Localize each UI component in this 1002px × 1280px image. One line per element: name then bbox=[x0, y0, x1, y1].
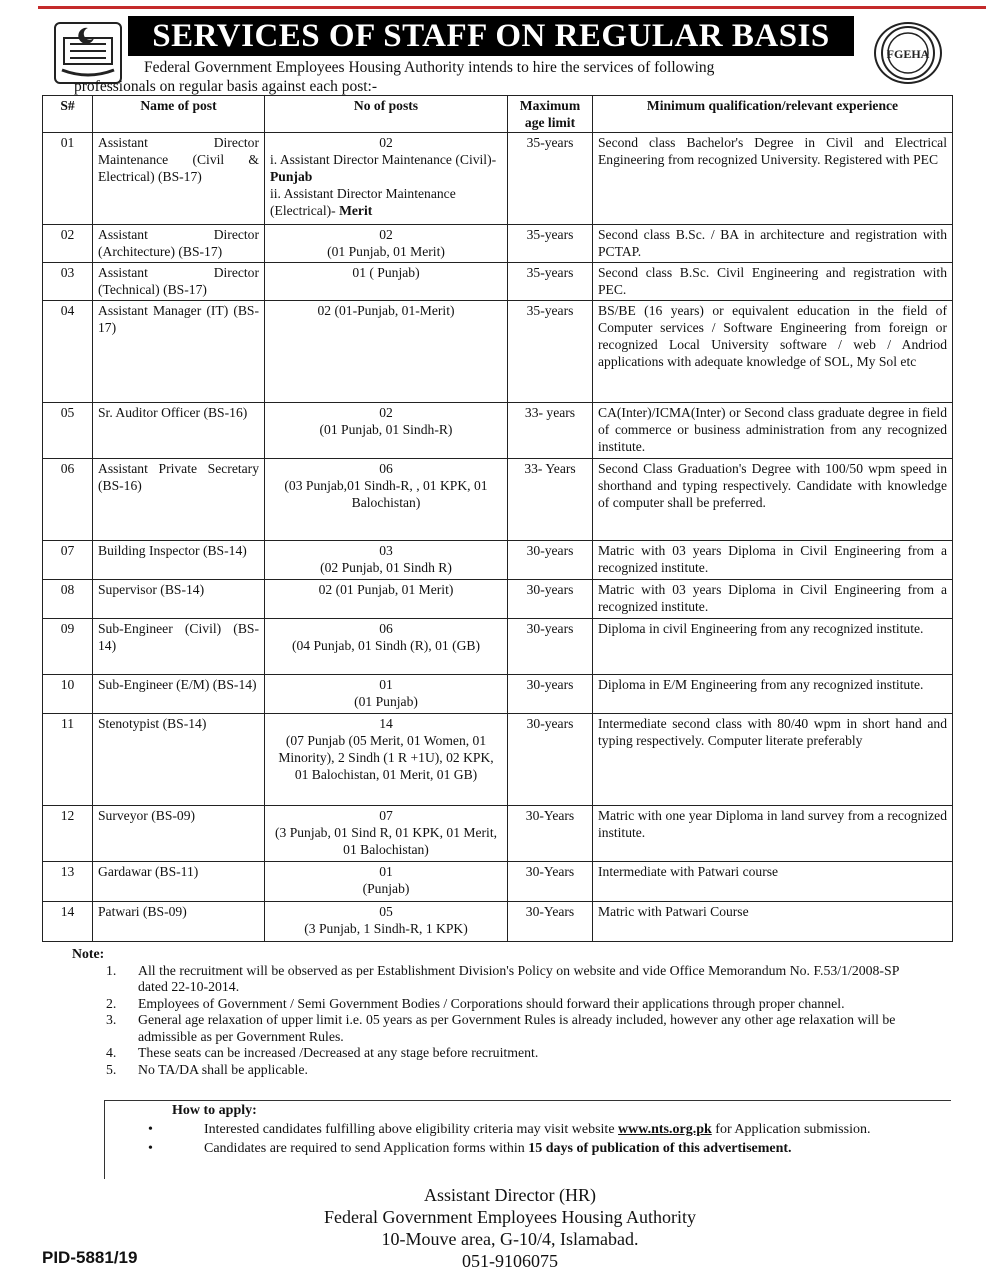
row-qualification: Diploma in E/M Engineering from any recognized institute. bbox=[593, 675, 953, 714]
posts-detail bbox=[270, 185, 502, 219]
row-post-name: Stenotypist (BS-14) bbox=[93, 714, 265, 806]
row-post-name: Patwari (BS-09) bbox=[93, 902, 265, 942]
table-row bbox=[43, 403, 953, 459]
row-sno: 10 bbox=[43, 675, 93, 714]
apply-bullet bbox=[148, 1121, 928, 1138]
row-age: 30-years bbox=[508, 675, 593, 714]
row-posts: 02 (01 Punjab, 01 Merit) bbox=[265, 580, 508, 619]
bullet-icon: • bbox=[148, 1122, 153, 1137]
apply-text: for Application submission. bbox=[711, 1122, 871, 1137]
row-post-name: Assistant Private Secretary (BS-16) bbox=[93, 459, 265, 541]
table-row bbox=[43, 263, 953, 301]
posts-detail: (01 Punjab, 01 Merit) bbox=[327, 244, 445, 259]
table-row bbox=[43, 619, 953, 675]
table-row bbox=[43, 541, 953, 580]
note-text: All the recruitment will be observed as per Establishment Division's Policy on website and vide Office Memorandum No. F.53/1/2008-SP dated 22-10-2014. bbox=[138, 962, 899, 994]
apply-text: Candidates are required to send Application forms within bbox=[204, 1141, 529, 1156]
pid-number: PID-5881/19 bbox=[42, 1248, 138, 1267]
row-post-name: Sub-Engineer (Civil) (BS-14) bbox=[93, 619, 265, 675]
row-qualification: Second Class Graduation's Degree with 100/50 wpm speed in shorthand and typing respectively. Candidate with knowledge of computer shall be preferred. bbox=[593, 459, 953, 541]
row-qualification: Matric with Patwari Course bbox=[593, 902, 953, 942]
row-sno: 03 bbox=[43, 263, 93, 301]
row-post-name: Sr. Auditor Officer (BS-16) bbox=[93, 403, 265, 459]
row-posts bbox=[265, 541, 508, 580]
row-age: 35-years bbox=[508, 133, 593, 225]
signature-phone: 051-9106075 bbox=[462, 1251, 558, 1271]
posts-detail: (01 Punjab) bbox=[354, 694, 418, 709]
row-qualification: Intermediate with Patwari course bbox=[593, 862, 953, 902]
table-row bbox=[43, 862, 953, 902]
row-age: 33- years bbox=[508, 403, 593, 459]
table-row bbox=[43, 225, 953, 263]
row-age: 35-years bbox=[508, 301, 593, 403]
nts-website-link[interactable]: www.nts.org.pk bbox=[618, 1122, 712, 1137]
row-post-name: Gardawar (BS-11) bbox=[93, 862, 265, 902]
table-row bbox=[43, 806, 953, 862]
signature-address: 10-Mouve area, G-10/4, Islamabad. bbox=[381, 1229, 639, 1249]
table-row bbox=[43, 675, 953, 714]
page-title: SERVICES OF STAFF ON REGULAR BASIS bbox=[128, 16, 854, 56]
posts-count: 07 bbox=[379, 808, 393, 823]
row-posts bbox=[265, 902, 508, 942]
row-qualification: Second class B.Sc. Civil Engineering and registration with PEC. bbox=[593, 263, 953, 301]
note-text: No TA/DA shall be applicable. bbox=[138, 1061, 308, 1077]
row-age: 30-years bbox=[508, 714, 593, 806]
posts-detail: (3 Punjab, 01 Sind R, 01 KPK, 01 Merit, 01 Balochistan) bbox=[274, 825, 498, 857]
posts-detail-text: i. Assistant Director Maintenance (Civil)- bbox=[270, 152, 497, 167]
note-number: 4. bbox=[106, 1045, 117, 1060]
top-border-strip bbox=[38, 0, 986, 9]
apply-text: Interested candidates fulfilling above eligibility criteria may visit website bbox=[204, 1122, 619, 1137]
row-sno: 12 bbox=[43, 806, 93, 862]
posts-detail: (3 Punjab, 1 Sindh-R, 1 KPK) bbox=[304, 921, 468, 936]
table-row bbox=[43, 459, 953, 541]
row-posts bbox=[265, 714, 508, 806]
fgeha-logo-text: FGEHA bbox=[886, 47, 930, 61]
row-qualification: Matric with 03 years Diploma in Civil Engineering from a recognized institute. bbox=[593, 580, 953, 619]
note-item bbox=[72, 963, 932, 996]
row-age: 30-Years bbox=[508, 806, 593, 862]
row-qualification: Second class Bachelor's Degree in Civil and Electrical Engineering from recognized University. Registered with PEC bbox=[593, 133, 953, 225]
row-post-name: Sub-Engineer (E/M) (BS-14) bbox=[93, 675, 265, 714]
apply-deadline: 15 days of publication of this advertisement. bbox=[528, 1141, 792, 1156]
note-number: 1. bbox=[106, 962, 117, 978]
row-posts bbox=[265, 225, 508, 263]
intro-line-1: Federal Government Employees Housing Authority intends to hire the services of following bbox=[144, 59, 715, 76]
row-posts bbox=[265, 862, 508, 902]
table-row bbox=[43, 902, 953, 942]
how-to-apply-section bbox=[148, 1102, 928, 1157]
table-row bbox=[43, 301, 953, 403]
table-row bbox=[43, 133, 953, 225]
posts-detail-text: ii. Assistant Director Maintenance (Electrical)- bbox=[270, 186, 456, 218]
row-post-name: Assistant Director Maintenance (Civil & Electrical) (BS-17) bbox=[93, 133, 265, 225]
row-qualification: Intermediate second class with 80/40 wpm in short hand and typing respectively. Computer literate preferably bbox=[593, 714, 953, 806]
intro-line-2: professionals on regular basis against each post:- bbox=[74, 78, 378, 95]
posts-count: 01 bbox=[379, 864, 393, 879]
row-posts bbox=[265, 619, 508, 675]
row-qualification: Second class B.Sc. / BA in architecture and registration with PCTAP. bbox=[593, 225, 953, 263]
row-posts bbox=[265, 403, 508, 459]
row-age: 30-Years bbox=[508, 902, 593, 942]
notes-heading: Note: bbox=[72, 946, 105, 961]
posts-count: 14 bbox=[379, 716, 393, 731]
note-item bbox=[72, 996, 932, 1013]
intro-text bbox=[74, 58, 864, 96]
row-age: 30-years bbox=[508, 619, 593, 675]
header-name: Name of post bbox=[93, 96, 265, 133]
row-sno: 11 bbox=[43, 714, 93, 806]
row-sno: 13 bbox=[43, 862, 93, 902]
row-posts: 01 ( Punjab) bbox=[265, 263, 508, 301]
row-sno: 04 bbox=[43, 301, 93, 403]
row-age: 35-years bbox=[508, 225, 593, 263]
posts-detail: (01 Punjab, 01 Sindh-R) bbox=[319, 422, 453, 437]
row-sno: 08 bbox=[43, 580, 93, 619]
note-number: 5. bbox=[106, 1061, 117, 1077]
note-number: 3. bbox=[106, 1012, 117, 1027]
signature-designation: Assistant Director (HR) bbox=[424, 1185, 596, 1205]
posts-detail-bold: Punjab bbox=[270, 169, 313, 184]
posts-detail: (03 Punjab,01 Sindh-R, , 01 KPK, 01 Balochistan) bbox=[284, 478, 488, 510]
row-qualification: Diploma in civil Engineering from any recognized institute. bbox=[593, 619, 953, 675]
row-post-name: Assistant Director (Technical) (BS-17) bbox=[93, 263, 265, 301]
header-posts: No of posts bbox=[265, 96, 508, 133]
row-age: 30-years bbox=[508, 541, 593, 580]
signature-block bbox=[250, 1184, 770, 1272]
posts-detail: (07 Punjab (05 Merit, 01 Women, 01 Minority), 2 Sindh (1 R +1U), 02 KPK, 01 Balochistan, 01 Merit, 01 GB) bbox=[278, 733, 494, 782]
how-to-apply-heading: How to apply: bbox=[172, 1103, 257, 1118]
row-post-name: Assistant Manager (IT) (BS-17) bbox=[93, 301, 265, 403]
table-row bbox=[43, 714, 953, 806]
apply-bullet-text bbox=[204, 1121, 928, 1138]
posts-count: 02 bbox=[379, 135, 393, 150]
note-text: Employees of Government / Semi Government Bodies / Corporations should forward their applications through proper channel. bbox=[138, 995, 845, 1011]
signature-organization: Federal Government Employees Housing Authority bbox=[324, 1207, 696, 1227]
posts-table bbox=[42, 95, 953, 942]
apply-bullet-text bbox=[204, 1140, 928, 1157]
row-post-name: Supervisor (BS-14) bbox=[93, 580, 265, 619]
row-qualification: CA(Inter)/ICMA(Inter) or Second class graduate degree in field of commerce or business administration from any recognized institute. bbox=[593, 403, 953, 459]
posts-detail bbox=[270, 151, 502, 185]
row-post-name: Assistant Director (Architecture) (BS-17) bbox=[93, 225, 265, 263]
posts-count: 02 bbox=[379, 227, 393, 242]
row-posts bbox=[265, 675, 508, 714]
row-posts: 02 (01-Punjab, 01-Merit) bbox=[265, 301, 508, 403]
posts-detail: (Punjab) bbox=[362, 881, 410, 896]
row-sno: 14 bbox=[43, 902, 93, 942]
row-sno: 01 bbox=[43, 133, 93, 225]
row-qualification: Matric with 03 years Diploma in Civil Engineering from a recognized institute. bbox=[593, 541, 953, 580]
note-item bbox=[72, 1062, 932, 1079]
note-text: General age relaxation of upper limit i.e. 05 years as per Government Rules is already included, however any other age relaxation will be admissible as per Government Rules. bbox=[138, 1012, 896, 1044]
posts-count: 05 bbox=[379, 904, 393, 919]
table-row bbox=[43, 580, 953, 619]
posts-count: 01 bbox=[379, 677, 393, 692]
row-posts bbox=[265, 133, 508, 225]
row-posts bbox=[265, 459, 508, 541]
posts-detail: (02 Punjab, 01 Sindh R) bbox=[320, 560, 452, 575]
row-age: 33- Years bbox=[508, 459, 593, 541]
table-header-row bbox=[43, 96, 953, 133]
posts-count: 06 bbox=[379, 621, 393, 636]
header-qualification: Minimum qualification/relevant experience bbox=[593, 96, 953, 133]
row-age: 35-years bbox=[508, 263, 593, 301]
posts-count: 02 bbox=[379, 405, 393, 420]
row-sno: 09 bbox=[43, 619, 93, 675]
posts-detail-bold: Merit bbox=[339, 203, 373, 218]
row-sno: 06 bbox=[43, 459, 93, 541]
apply-bullet bbox=[148, 1140, 928, 1157]
header-age: Maximum age limit bbox=[508, 96, 593, 133]
row-qualification: Matric with one year Diploma in land survey from a recognized institute. bbox=[593, 806, 953, 862]
row-posts bbox=[265, 806, 508, 862]
note-number: 2. bbox=[106, 995, 117, 1011]
fgeha-logo bbox=[874, 22, 942, 84]
header-sno: S# bbox=[43, 96, 93, 133]
row-post-name: Surveyor (BS-09) bbox=[93, 806, 265, 862]
row-sno: 07 bbox=[43, 541, 93, 580]
note-item bbox=[72, 1012, 932, 1045]
posts-count: 06 bbox=[379, 461, 393, 476]
note-text: These seats can be increased /Decreased at any stage before recruitment. bbox=[138, 1045, 539, 1060]
row-age: 30-years bbox=[508, 580, 593, 619]
row-age: 30-Years bbox=[508, 862, 593, 902]
row-post-name: Building Inspector (BS-14) bbox=[93, 541, 265, 580]
row-qualification: BS/BE (16 years) or equivalent education in the field of Computer services / Software Engineering from foreign or recognized Local University software / web / Andriod applications with adequate knowledge of SOL, My Sol etc bbox=[593, 301, 953, 403]
note-item bbox=[72, 1045, 932, 1062]
posts-count: 03 bbox=[379, 543, 393, 558]
notes-section bbox=[72, 946, 932, 1078]
posts-detail: (04 Punjab, 01 Sindh (R), 01 (GB) bbox=[291, 638, 481, 653]
row-sno: 05 bbox=[43, 403, 93, 459]
row-sno: 02 bbox=[43, 225, 93, 263]
bullet-icon: • bbox=[148, 1141, 153, 1156]
